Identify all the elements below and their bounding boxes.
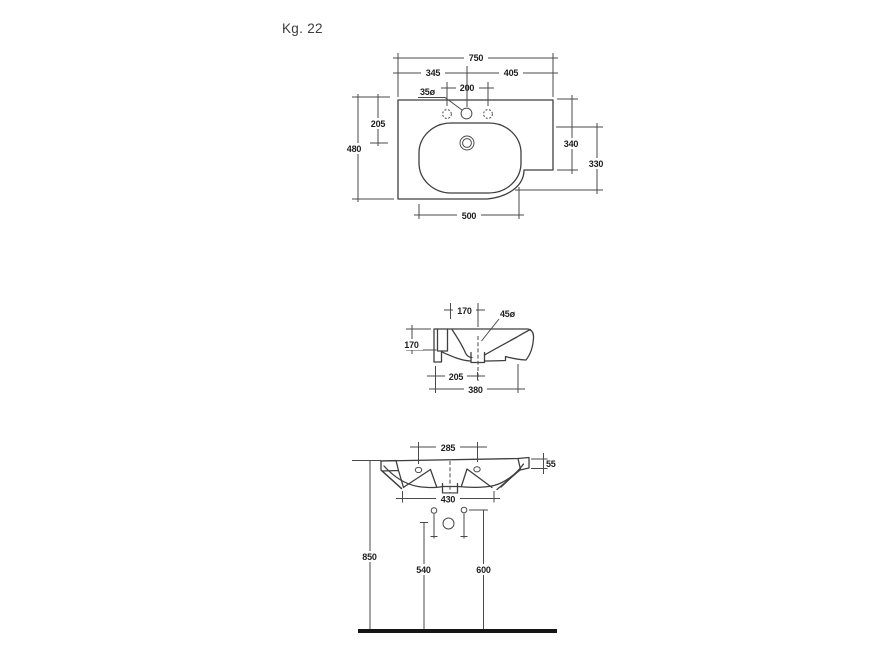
front-overflow-hole-right (474, 467, 480, 472)
plan-dim-345: 345 (425, 68, 441, 78)
weight-label: Kg. 22 (282, 21, 323, 36)
front-dim-600: 600 (476, 565, 491, 575)
plan-bowl-outline (419, 123, 521, 193)
fixing-hole-right (461, 507, 467, 513)
plan-basin-outline (398, 100, 553, 199)
front-dim-285: 285 (440, 443, 456, 453)
side-bowl-inner (452, 330, 531, 358)
front-dim-55: 55 (546, 459, 556, 469)
front-dim-430: 430 (440, 494, 456, 505)
front-dim-850: 850 (362, 552, 377, 562)
plan-dim-35dia: 35ø (420, 87, 435, 97)
side-hanger-slot (438, 329, 448, 351)
fixing-hole-left (431, 508, 437, 514)
plan-dim-205: 205 (370, 119, 386, 129)
plan-view (343, 52, 608, 221)
plan-dim-480: 480 (346, 144, 362, 154)
front-elevation-view (352, 442, 557, 631)
front-overflow-hole-left (415, 467, 421, 472)
fixing-hole-centerlines (431, 514, 468, 539)
front-dim-540-line (420, 523, 428, 631)
plan-drain-inner (463, 139, 472, 148)
front-dim-540: 540 (416, 565, 431, 575)
plan-tap-hole-right (484, 110, 493, 119)
plan-dim-750: 750 (468, 53, 484, 63)
plan-dim-405: 405 (503, 68, 519, 78)
plan-dim-345-405-line (393, 69, 558, 77)
waste-hole (443, 518, 454, 529)
front-dim-850-line (366, 461, 374, 631)
side-section-view (400, 303, 534, 395)
plan-dim-340-line (568, 95, 576, 174)
plan-extension-lines (352, 53, 603, 219)
plan-dim-340: 340 (563, 139, 579, 149)
side-dim-170-top: 170 (457, 306, 472, 316)
side-dim-170-left: 170 (404, 340, 419, 350)
side-dim-205: 205 (448, 372, 464, 382)
plan-dim-330: 330 (588, 159, 604, 169)
plan-tap-hole-left (443, 110, 452, 119)
side-profile-outline (434, 329, 534, 362)
side-45dia-leader (482, 319, 500, 341)
plan-dim-500: 500 (461, 211, 477, 221)
plan-tap-hole-center (461, 108, 472, 119)
side-dim-45dia: 45ø (500, 309, 515, 319)
side-dim-380: 380 (468, 385, 483, 395)
plan-dim-200: 200 (459, 83, 475, 93)
